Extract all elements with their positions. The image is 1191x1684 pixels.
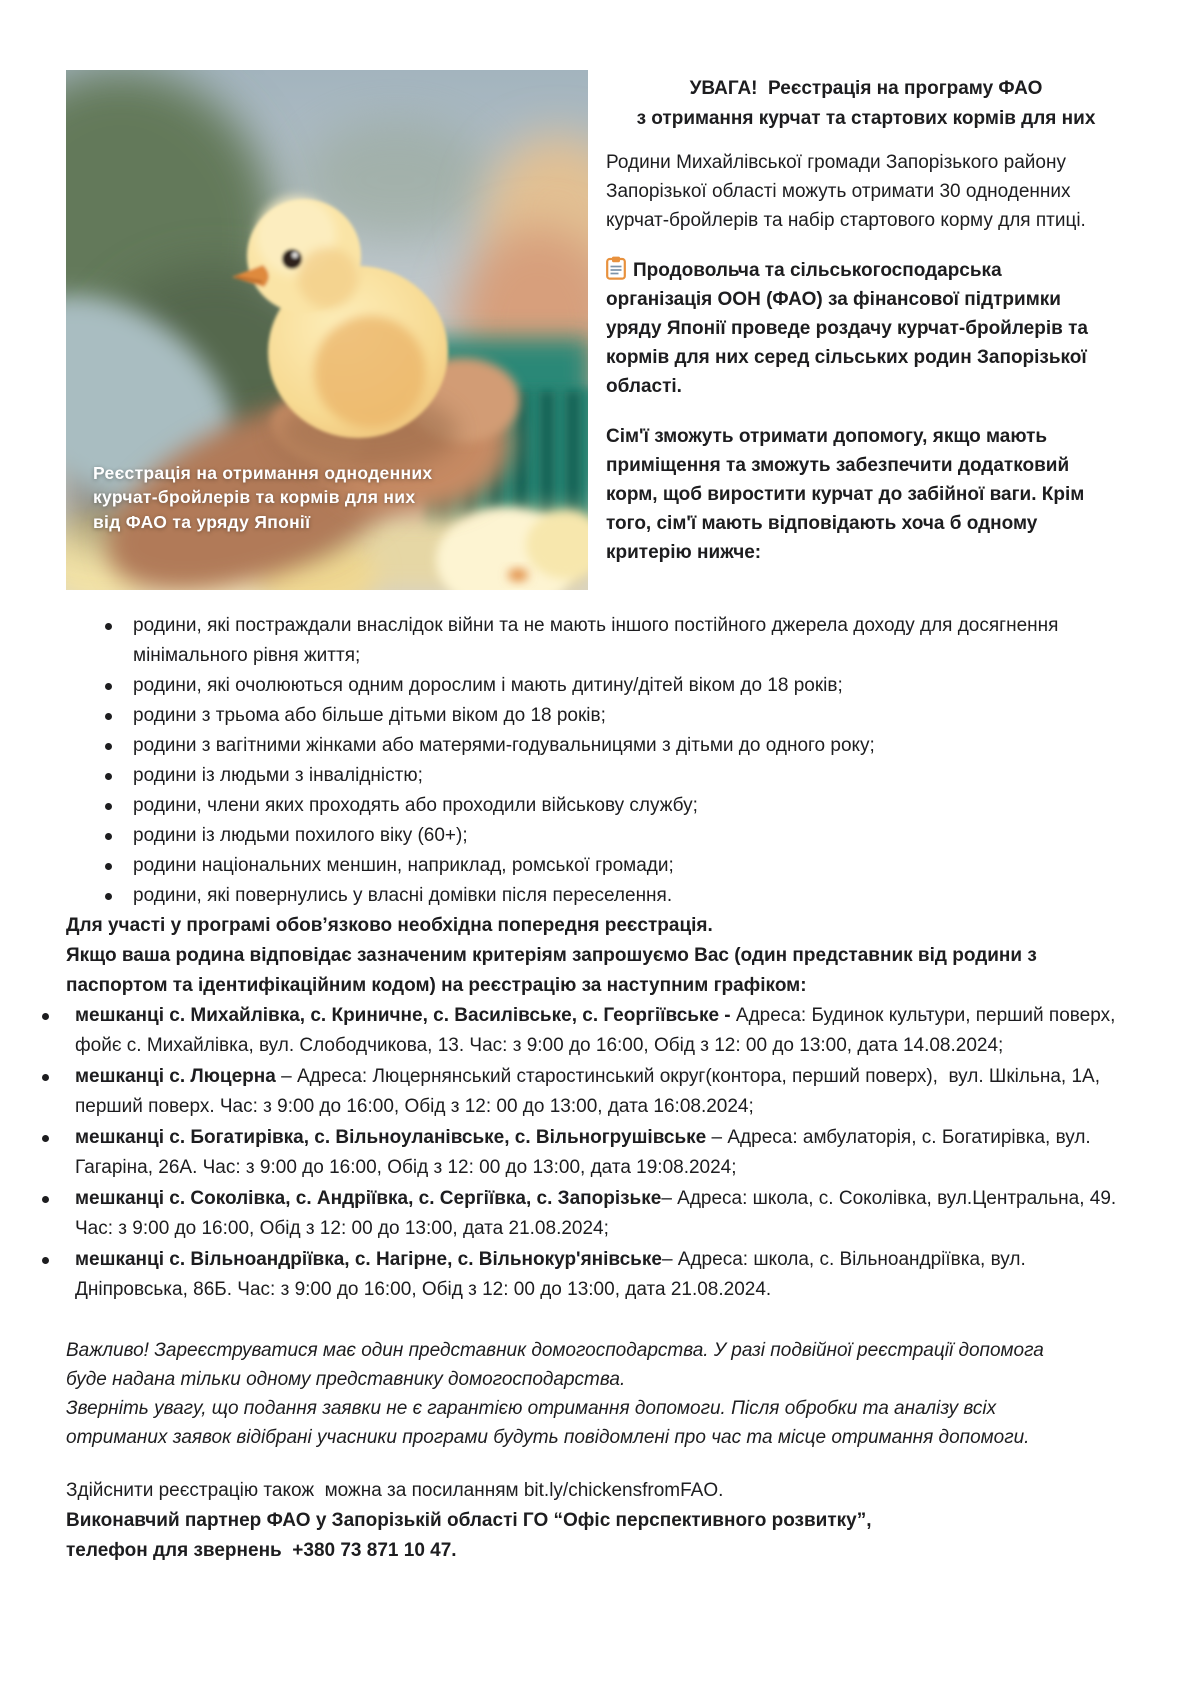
schedule-item-details: – Адреса: амбулаторія, с. Богатирівка, вул. Гагаріна, 26А. Час: з 9:00 до 16:00, Обід з 12: 00 до 13:00, дата 19:08.2024; <box>75 1127 1091 1178</box>
criteria-item-text: родини, які очолюються одним дорослим і мають дитину/дітей віком до 18 років; <box>133 675 843 696</box>
criteria-item-text: родини, які постраждали внаслідок війни та не мають іншого постійного джерела доходу для досягнення мінімального рівня життя; <box>133 615 1059 666</box>
attention-note: Зверніть увагу, що подання заявки не є гарантією отримання допомоги. Після обробки та аналізу всіх отриманих заявок відібрані учасники програми будуть повідомлені про час та місце отримання допомоги. <box>66 1398 1030 1448</box>
schedule-item <box>66 1123 1136 1183</box>
schedule-item <box>66 1184 1136 1244</box>
criteria-item-text: родини із людьми похилого віку (60+); <box>133 825 468 846</box>
notes-section <box>66 1336 1078 1452</box>
photo-caption-line: Реєстрація на отримання одноденних <box>93 462 433 483</box>
photo-caption-line: курчат-бройлерів та кормів для них <box>93 487 416 507</box>
schedule-item <box>66 1245 1136 1305</box>
intro-paragraph: Родини Михайлівської громади Запорізького району Запорізької області можуть отримати 30 одноденних курчат-бройлерів та набір стартового корму для птиці. <box>606 152 1086 231</box>
online-registration-line <box>66 1476 1136 1506</box>
schedule-item-villages: мешканці с. Богатирівка, с. Вільноуланівське, с. Вільногрушівське <box>75 1127 707 1148</box>
criteria-item-text: родини із людьми з інвалідністю; <box>133 765 423 786</box>
partner-line: Виконавчий партнер ФАО у Запорізькій області ГО “Офіс перспективного розвитку”, <box>66 1510 872 1531</box>
registration-required-note: Для участі у програмі обов’язково необхідна попередня реєстрація. <box>66 915 713 936</box>
criteria-item <box>66 761 1136 791</box>
page-title-line1: УВАГА! Реєстрація на програму ФАО <box>689 78 1043 99</box>
photo-caption <box>93 461 432 535</box>
criteria-item <box>66 671 1136 701</box>
schedule-item-villages: мешканці с. Вільноандріївка, с. Нагірне, с. Вільнокур'янівське <box>75 1249 662 1270</box>
fao-paragraph <box>606 256 1093 401</box>
announcement-column <box>606 70 1126 588</box>
important-note: Важливо! Зареєструватися має один представник домогосподарства. У разі подвійної реєстрації допомога буде надана тільки одному представнику домогосподарства. <box>66 1340 1044 1390</box>
criteria-item <box>66 821 1136 851</box>
footer-section <box>66 1476 1136 1566</box>
photo-caption-line: від ФАО та уряду Японії <box>93 511 311 532</box>
schedule-item-details: – Адреса: школа, с. Вільноандріївка, вул. Дніпровська, 86Б. Час: з 9:00 до 16:00, Обід з 12: 00 до 13:00, дата 21.08.2024. <box>75 1249 1026 1300</box>
criteria-item-text: родини, які повернулись у власні домівки після переселення. <box>133 885 673 906</box>
schedule-list <box>66 1001 1136 1305</box>
criteria-item <box>66 701 1136 731</box>
schedule-item <box>66 1062 1136 1122</box>
criteria-item-text: родини з трьома або більше дітьми віком до 18 років; <box>133 705 606 726</box>
criteria-item-text: родини з вагітними жінками або матерями-годувальницями з дітьми до одного року; <box>133 735 875 756</box>
criteria-item-text: родини, члени яких проходять або проходили військову службу; <box>133 795 698 816</box>
criteria-item-text: родини національних меншин, наприклад, ромської громади; <box>133 855 674 876</box>
criteria-item <box>66 611 1136 671</box>
schedule-item-details: Адреса: Будинок культури, перший поверх, фойє с. Михайлівка, вул. Слободчикова, 13. Час: з 9:00 до 16:00, Обід з 12: 00 до 13:00, дата 14.08.2024; <box>75 1005 1116 1056</box>
clipboard-icon <box>606 256 626 280</box>
schedule-item <box>66 1001 1136 1061</box>
eligibility-paragraph: Сім'ї зможуть отримати допомогу, якщо мають приміщення та зможуть забезпечити додатковий корм, щоб виростити курчат до забійної ваги. Крім того, сім'ї мають відповідають хоча б одному критерію нижче: <box>606 426 1085 563</box>
top-section <box>66 70 1136 590</box>
page-title <box>606 74 1126 134</box>
online-registration-suffix: . <box>718 1480 724 1501</box>
schedule-item-details: – Адреса: Люцернянський старостинський округ(контора, перший поверх), вул. Шкільна, 1А, перший поверх. Час: з 9:00 до 16:00, Обід з 12: 00 до 13:00, дата 16:08.2024; <box>75 1066 1100 1117</box>
schedule-item-villages: мешканці с. Люцерна <box>75 1066 276 1087</box>
criteria-item <box>66 851 1136 881</box>
schedule-item-villages: мешканці с. Соколівка, с. Андріївка, с. Сергіївка, с. Запорізьке <box>75 1188 662 1209</box>
registration-link[interactable]: bit.ly/chickensfromFAO <box>523 1480 719 1501</box>
criteria-item <box>66 731 1136 761</box>
criteria-list <box>66 611 1136 911</box>
criteria-item <box>66 881 1136 911</box>
schedule-item-details: – Адреса: школа, с. Соколівка, вул.Центральна, 49. Час: з 9:00 до 16:00, Обід з 12: 00 до 13:00, дата 21.08.2024; <box>75 1188 1117 1239</box>
schedule-item-villages: мешканці с. Михайлівка, с. Криничне, с. Василівське, с. Георгіївське - <box>75 1005 736 1026</box>
registration-invite-note: Якщо ваша родина відповідає зазначеним критеріям запрошуємо Вас (один представник від родини з паспортом та ідентифікаційним кодом) на реєстрацію за наступним графіком: <box>66 945 1037 996</box>
fao-paragraph-text: Продовольча та сільськогосподарська організація ООН (ФАО) за фінансової підтримки уряду Японії проведе роздачу курчат-бройлерів та кормів для них серед сільських родин Запорізької області. <box>606 260 1088 397</box>
criteria-item <box>66 791 1136 821</box>
hero-photo <box>66 70 588 590</box>
partner-phone-line: телефон для звернень +380 73 871 10 47. <box>66 1540 457 1561</box>
page-title-line2: з отримання курчат та стартових кормів для них <box>636 108 1096 129</box>
online-registration-prefix: Здійснити реєстрацію також можна за посиланням <box>66 1480 524 1501</box>
